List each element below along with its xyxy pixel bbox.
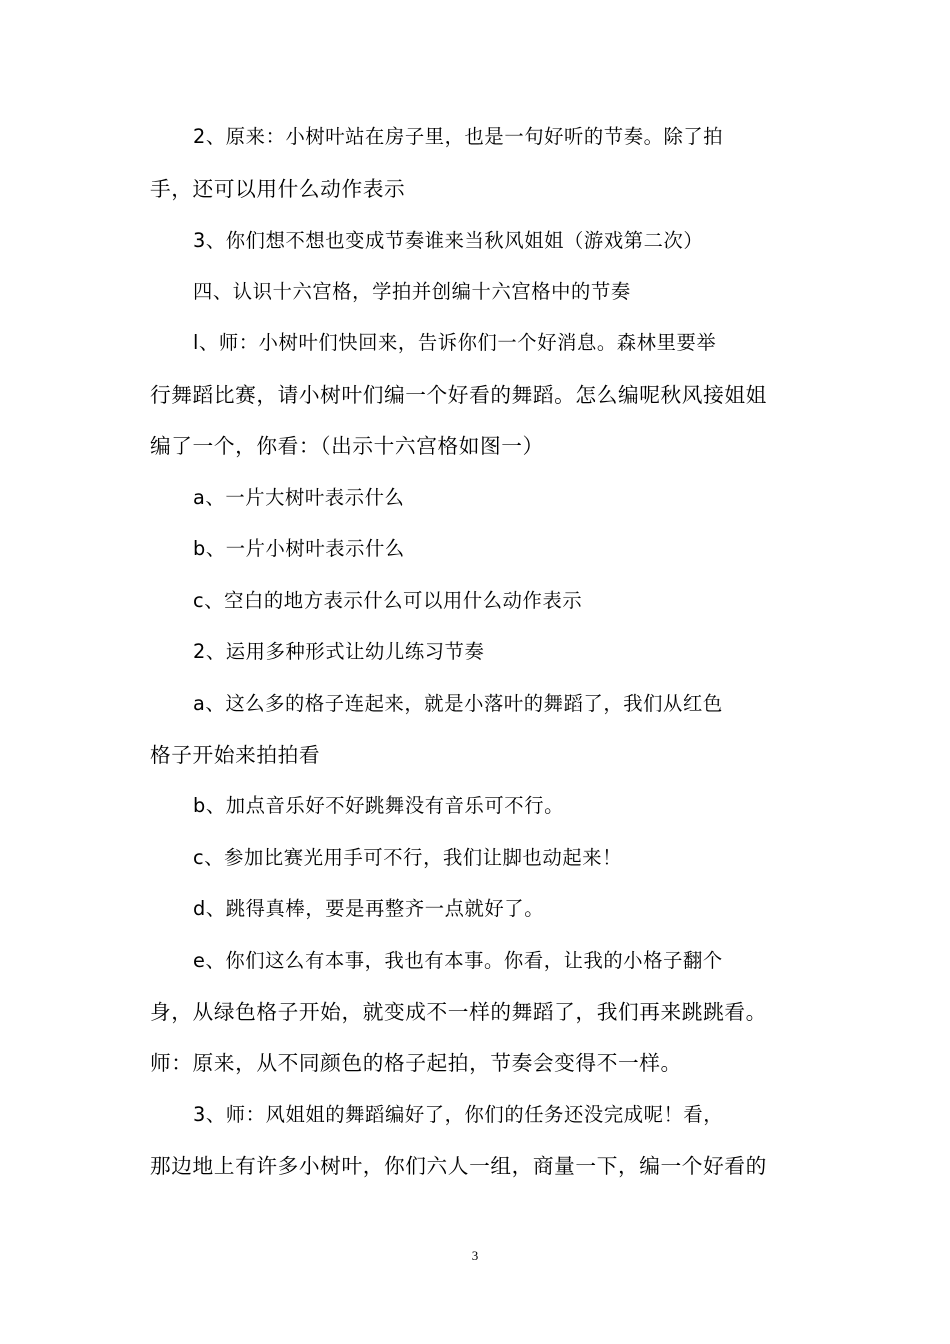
page-number: 3 bbox=[471, 1248, 479, 1263]
text-line: 编了一个，你看：（出示十六宫格如图一） bbox=[150, 434, 544, 458]
text-line: 那边地上有许多小树叶，你们六人一组，商量一下，编一个好看的 bbox=[150, 1154, 767, 1178]
text-line: d、跳得真棒，要是再整齐一点就好了。 bbox=[193, 897, 545, 920]
text-line: 师：原来，从不同颜色的格子起拍，节奏会变得不一样。 bbox=[150, 1051, 682, 1075]
text-line: b、一片小树叶表示什么 bbox=[193, 537, 405, 560]
text-line: 手，还可以用什么动作表示 bbox=[150, 177, 406, 201]
text-line: c、参加比赛光用手可不行，我们让脚也动起来！ bbox=[193, 846, 623, 869]
text-line: 3、你们想不想也变成节奏谁来当秋风姐姐（游戏第二次） bbox=[193, 229, 704, 252]
text-line: 身，从绿色格子开始，就变成不一样的舞蹈了，我们再来跳跳看。 bbox=[150, 1000, 767, 1024]
text-line: 格子开始来拍拍看 bbox=[150, 743, 321, 767]
text-line: 2、运用多种形式让幼儿练习节奏 bbox=[193, 640, 485, 663]
text-line: l、师：小树叶们快回来，告诉你们一个好消息。森林里要举 bbox=[193, 331, 717, 354]
text-line: c、空白的地方表示什么可以用什么动作表示 bbox=[193, 589, 583, 612]
text-line: e、你们这么有本事，我也有本事。你看，让我的小格子翻个 bbox=[193, 949, 723, 972]
text-line: 行舞蹈比赛，请小树叶们编一个好看的舞蹈。怎么编呢秋风接姐姐 bbox=[150, 383, 767, 407]
section-heading: 四、认识十六宫格，学拍并创编十六宫格中的节奏 bbox=[193, 280, 631, 303]
text-line: 3、师：风姐姐的舞蹈编好了，你们的任务还没完成呢！看， bbox=[193, 1103, 724, 1126]
text-line: b、加点音乐好不好跳舞没有音乐可不行。 bbox=[193, 794, 564, 817]
text-line: 2、原来：小树叶站在房子里，也是一句好听的节奏。除了拍 bbox=[193, 125, 724, 148]
text-line: a、一片大树叶表示什么 bbox=[193, 486, 405, 509]
text-line: a、这么多的格子连起来，就是小落叶的舞蹈了，我们从红色 bbox=[193, 692, 723, 715]
